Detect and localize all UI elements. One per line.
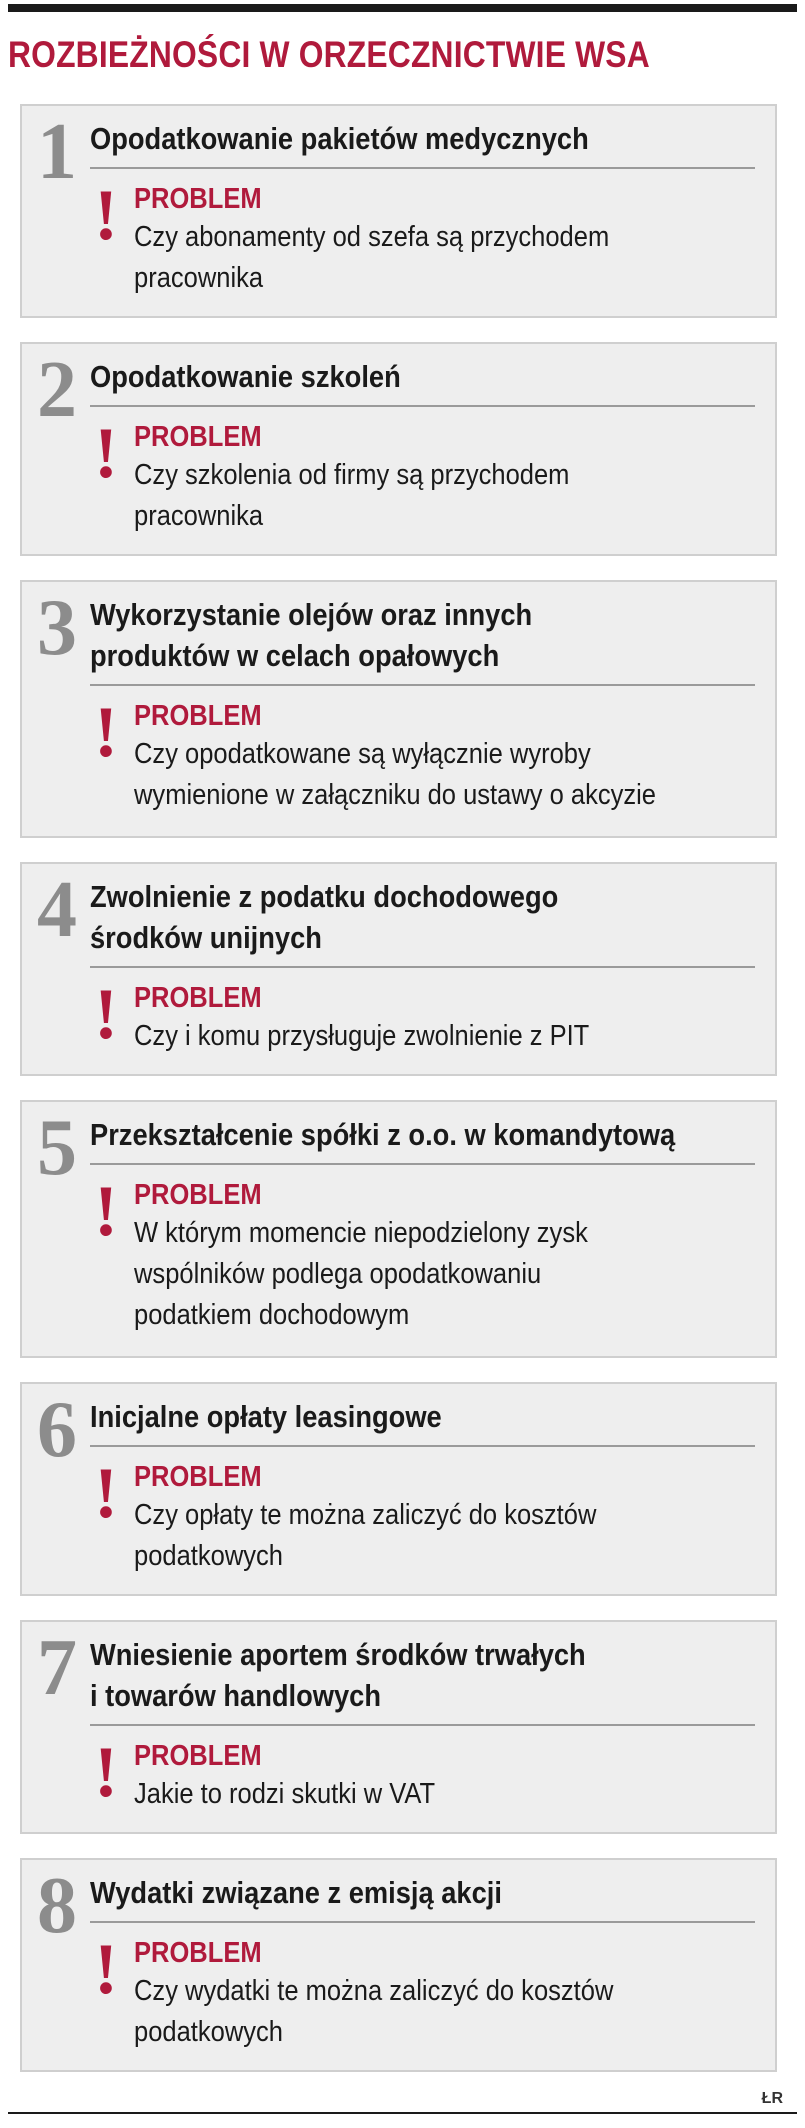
problem-label: PROBLEM — [134, 1937, 262, 1969]
problem-text-line: Czy szkolenia od firmy są przychodem — [134, 459, 570, 491]
problem-label: PROBLEM — [134, 700, 262, 732]
problem-text-line: pracownika — [134, 500, 264, 532]
author-credit: ŁR — [761, 2090, 783, 2107]
issue-heading-line: i towarów handlowych — [90, 1678, 382, 1713]
issue-heading-line: Wydatki związane z emisją akcji — [90, 1875, 502, 1910]
problem-text-line: Czy wydatki te można zaliczyć do kosztów — [134, 1975, 614, 2007]
problem-block — [90, 1453, 759, 1577]
divider — [90, 1724, 755, 1726]
issue-number: 6 — [37, 1386, 77, 1474]
problem-text-line: pracownika — [134, 262, 264, 294]
problem-text-line: Czy i komu przysługuje zwolnienie z PIT — [134, 1020, 590, 1052]
problem-text-line: podatkiem dochodowym — [134, 1299, 410, 1331]
issue-heading-line: Wykorzystanie olejów oraz innych — [90, 597, 533, 632]
problem-label: PROBLEM — [134, 1179, 262, 1211]
divider — [90, 684, 755, 686]
problem-text-line: wymienione w załączniku do ustawy o akcyzie — [134, 779, 656, 811]
problem-text-line: W którym momencie niepodzielony zysk — [134, 1217, 588, 1249]
issue-number: 1 — [37, 108, 77, 196]
problem-label: PROBLEM — [134, 982, 262, 1014]
issue-card-4 — [20, 862, 777, 1076]
problem-label: PROBLEM — [134, 421, 262, 453]
exclamation-icon: ! — [94, 413, 118, 493]
issue-heading-line: Wniesienie aportem środków trwałych — [90, 1637, 586, 1672]
issue-number: 8 — [37, 1862, 77, 1950]
issue-card-6 — [20, 1382, 777, 1596]
problem-text-line: podatkowych — [134, 2016, 283, 2048]
issue-number: 4 — [37, 866, 77, 954]
exclamation-icon: ! — [94, 1929, 118, 2009]
problem-text-line: wspólników podlega opodatkowaniu — [134, 1258, 542, 1290]
top-rule — [8, 4, 797, 12]
issue-heading-line: produktów w celach opałowych — [90, 638, 500, 673]
problem-block — [90, 1171, 759, 1336]
problem-label: PROBLEM — [134, 183, 262, 215]
issue-card-7 — [20, 1620, 777, 1834]
problem-block — [90, 692, 759, 816]
divider — [90, 1445, 755, 1447]
exclamation-icon: ! — [94, 974, 118, 1054]
issue-heading-line: Inicjalne opłaty leasingowe — [90, 1399, 442, 1434]
issue-heading-line: Przekształcenie spółki z o.o. w komandytową — [90, 1117, 676, 1152]
exclamation-icon: ! — [94, 1453, 118, 1533]
issue-number: 3 — [37, 584, 77, 672]
issue-heading-line: Opodatkowanie pakietów medycznych — [90, 121, 589, 156]
problem-text-line: Jakie to rodzi skutki w VAT — [134, 1778, 436, 1810]
divider — [90, 405, 755, 407]
problem-block — [90, 1732, 759, 1815]
problem-label: PROBLEM — [134, 1740, 262, 1772]
problem-block — [90, 175, 759, 299]
divider — [90, 966, 755, 968]
bottom-rule — [8, 2112, 797, 2114]
problem-label: PROBLEM — [134, 1461, 262, 1493]
problem-block — [90, 413, 759, 537]
issue-card-8 — [20, 1858, 777, 2072]
issue-card-1 — [20, 104, 777, 318]
divider — [90, 167, 755, 169]
issue-heading-line: Zwolnienie z podatku dochodowego — [90, 879, 559, 914]
divider — [90, 1921, 755, 1923]
problem-text-line: Czy opłaty te można zaliczyć do kosztów — [134, 1499, 597, 1531]
issue-card-5 — [20, 1100, 777, 1358]
issue-card-3 — [20, 580, 777, 838]
issue-card-2 — [20, 342, 777, 556]
issue-heading-line: środków unijnych — [90, 920, 322, 955]
exclamation-icon: ! — [94, 175, 118, 255]
issue-number: 5 — [37, 1104, 77, 1192]
exclamation-icon: ! — [94, 1171, 118, 1251]
problem-text-line: Czy abonamenty od szefa są przychodem — [134, 221, 610, 253]
exclamation-icon: ! — [94, 692, 118, 772]
exclamation-icon: ! — [94, 1732, 118, 1812]
divider — [90, 1163, 755, 1165]
page-title: ROZBIEŻNOŚCI W ORZECZNICTWIE WSA — [8, 34, 650, 75]
problem-block — [90, 974, 759, 1057]
problem-text-line: podatkowych — [134, 1540, 283, 1572]
issue-heading-line: Opodatkowanie szkoleń — [90, 359, 401, 394]
issue-number: 2 — [37, 346, 77, 434]
problem-text-line: Czy opodatkowane są wyłącznie wyroby — [134, 738, 591, 770]
problem-block — [90, 1929, 759, 2053]
issue-number: 7 — [37, 1624, 77, 1712]
